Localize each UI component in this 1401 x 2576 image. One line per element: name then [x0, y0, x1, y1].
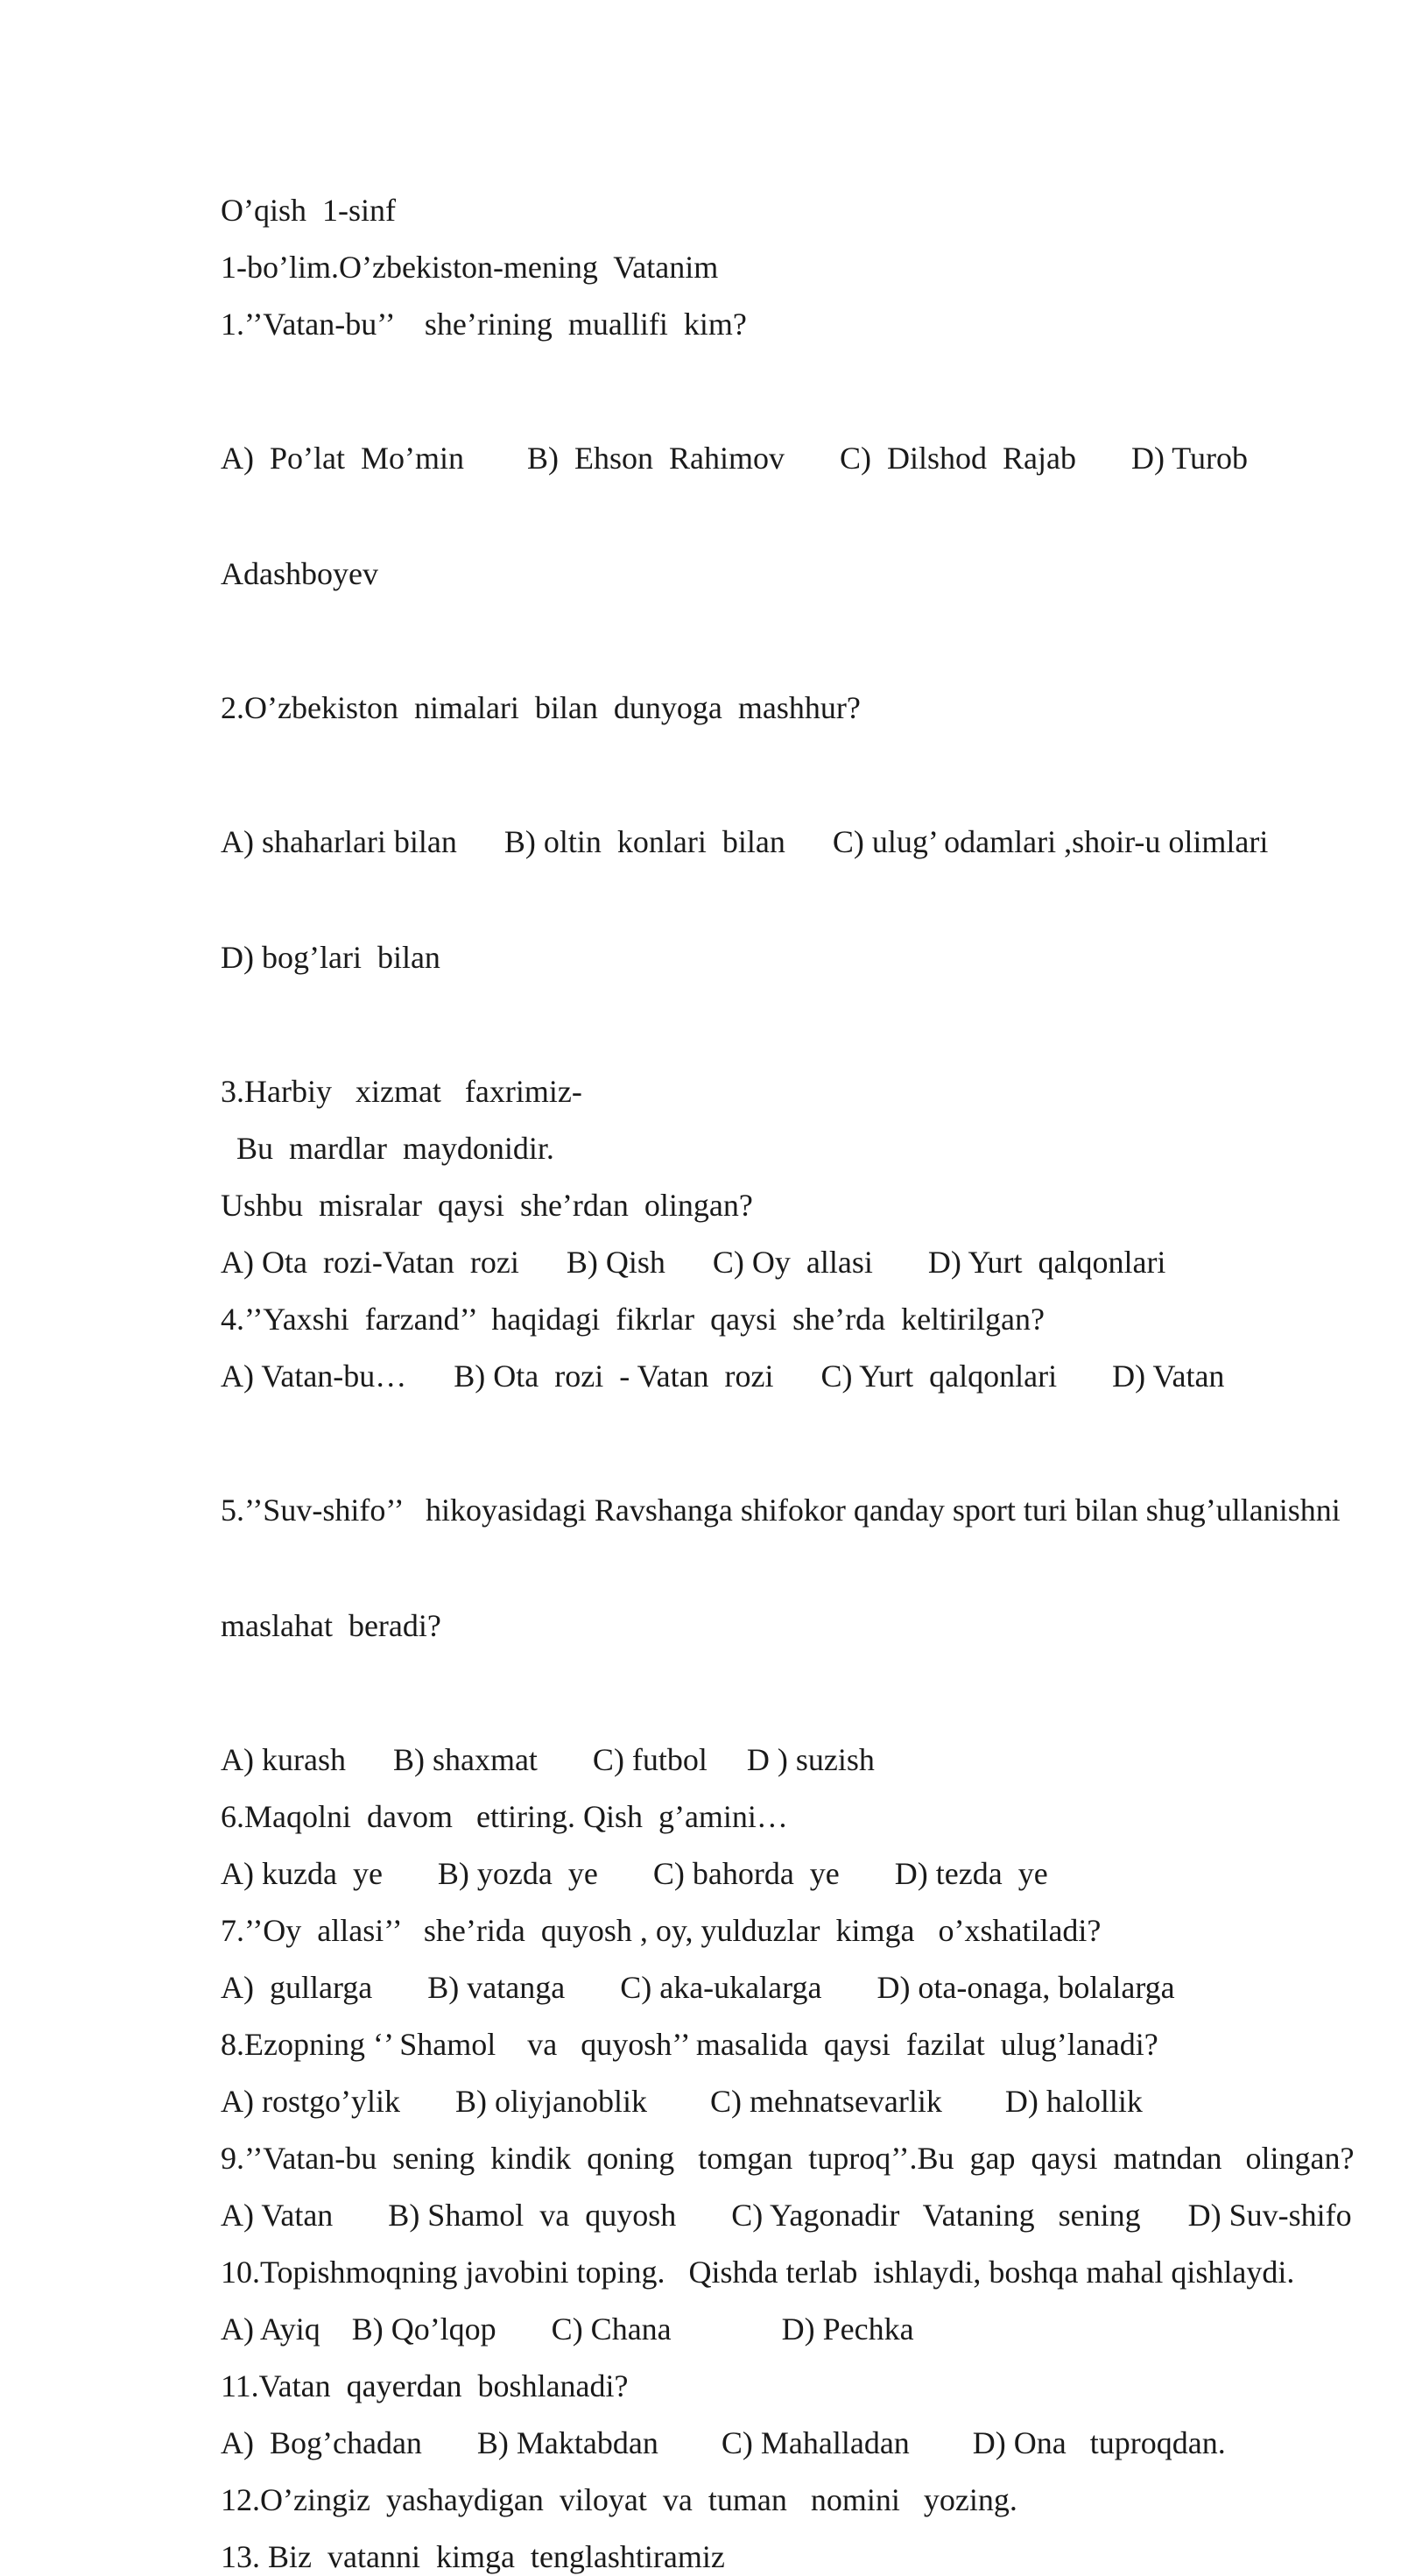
section-heading: 1-bo’lim.O’zbekiston-mening Vatanim — [221, 250, 719, 285]
answers-7: A) gullarga B) vatanga C) aka-ukalarga D) ota-onaga, bolalarga — [221, 1970, 1175, 2005]
question-5 — [221, 1414, 1341, 1722]
question-12: 12.O’zingiz yashaydigan viloyat va tuman nomini yozing. — [221, 2482, 1017, 2517]
question-3-verse-1: 3.Harbiy xizmat faxrimiz- — [221, 1074, 582, 1109]
question-11: 11.Vatan qayerdan boshlanadi? — [221, 2368, 629, 2403]
answers-11: A) Bog’chadan B) Maktabdan C) Mahalladan D) Ona tuproqdan. — [221, 2425, 1226, 2460]
answers-10: A) Ayiq B) Qo’lqop C) Chana D) Pechka — [221, 2311, 914, 2347]
answers-1-line-1: A) Po’lat Mo’min B) Ehson Rahimov C) Dilshod Rajab D) Turob — [221, 441, 1249, 476]
question-10: 10.Topishmoqning javobini toping. Qishda terlab ishlaydi, boshqa mahal qishlaydi. — [221, 2255, 1295, 2290]
question-1: 1.’’Vatan-bu’’ she’rining muallifi kim? — [221, 307, 747, 342]
answers-6: A) kuzda ye B) yozda ye C) bahorda ye D) tezda ye — [221, 1856, 1048, 1891]
question-3-verse-2: Bu mardlar maydonidir. — [221, 1131, 554, 1166]
answers-4: A) Vatan-bu… B) Ota rozi - Vatan rozi C) Yurt qalqonlari D) Vatan — [221, 1359, 1225, 1394]
answers-1-line-2: Adashboyev — [221, 556, 378, 591]
question-9: 9.’’Vatan-bu sening kindik qoning tomgan tuproq’’.Bu gap qaysi matndan olingan? — [221, 2141, 1355, 2176]
answers-2-line-1: A) shaharlari bilan B) oltin konlari bilan C) ulug’ odamlari ,shoir-u olimlari — [221, 824, 1269, 859]
answers-8: A) rostgo’ylik B) oliyjanoblik C) mehnatsevarlik D) halollik — [221, 2084, 1143, 2119]
question-3: Ushbu misralar qaysi she’rdan olingan? — [221, 1188, 753, 1223]
document-title: O’qish 1-sinf — [221, 193, 396, 228]
question-5-line-2: maslahat beradi? — [221, 1608, 441, 1643]
question-2: 2.O’zbekiston nimalari bilan dunyoga mashhur? — [221, 690, 861, 725]
question-5-line-1: 5.’’Suv-shifo’’ hikoyasidagi Ravshanga shifokor qanday sport turi bilan shug’ullanishni — [221, 1493, 1341, 1528]
answers-2-line-2: D) bog’lari bilan — [221, 940, 440, 975]
question-6: 6.Maqolni davom ettiring. Qish g’amini… — [221, 1799, 788, 1834]
answers-3: A) Ota rozi-Vatan rozi B) Qish C) Oy allasi D) Yurt qalqonlari — [221, 1245, 1166, 1280]
question-13: 13. Biz vatanni kimga tenglashtiramiz — [221, 2539, 725, 2574]
answers-2 — [221, 745, 1331, 1054]
answers-9: A) Vatan B) Shamol va quyosh C) Yagonadir Vataning sening D) Suv-shifo — [221, 2198, 1352, 2233]
document-body — [221, 191, 1355, 2574]
question-7: 7.’’Oy allasi’’ she’rida quyosh , oy, yulduzlar kimga o’xshatiladi? — [221, 1913, 1102, 1948]
question-8: 8.Ezopning ‘’ Shamol va quyosh’’ masalida qaysi fazilat ulug’lanadi? — [221, 2027, 1158, 2062]
question-4: 4.’’Yaxshi farzand’’ haqidagi fikrlar qaysi she’rda keltirilgan? — [221, 1302, 1045, 1337]
answers-5: A) kurash B) shaxmat C) futbol D ) suzish — [221, 1742, 875, 1777]
answers-1 — [221, 362, 1331, 670]
